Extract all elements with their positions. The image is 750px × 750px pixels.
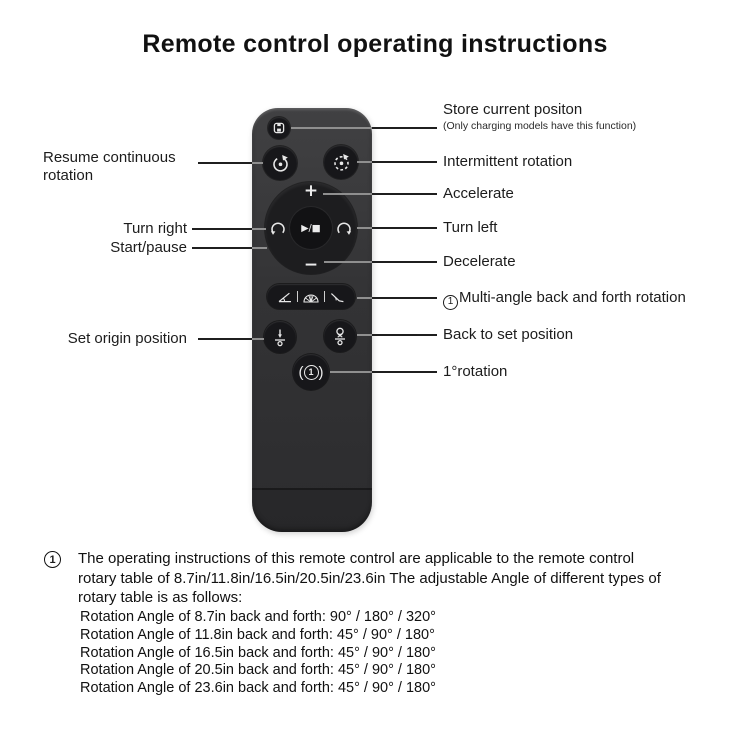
leader-line (324, 261, 372, 263)
leader-line (357, 227, 372, 229)
leader-line (372, 161, 437, 163)
leader-line (252, 247, 267, 249)
leader-line (252, 162, 263, 164)
leader-line (372, 127, 437, 129)
turn-right-button (269, 219, 287, 237)
remote-control (252, 108, 372, 532)
start-pause-button (290, 207, 332, 249)
store-position-button (268, 117, 290, 139)
label-store-note: (Only charging models have this function) (443, 120, 637, 132)
circled-one-icon: 1 (443, 295, 458, 310)
footnote-intro: The operating instructions of this remote control are applicable to the remote control rotary table of 8.7in/11.8in/16.5in/20.5in/23.6in The adjustable Angle of different types of rotary table is as follows: (78, 550, 661, 606)
rotation-angle-row: Rotation Angle of 8.7in back and forth: 90° / 180° / 320° (80, 609, 436, 625)
play-stop-icon: ▶/■ (301, 222, 321, 234)
rotation-angle-row: Rotation Angle of 11.8in back and forth: 45° / 90° / 180° (80, 626, 435, 643)
rotate-dashed-icon (331, 152, 352, 173)
recline-icon (329, 290, 345, 304)
set-origin-button (264, 321, 296, 353)
resume-rotation-button (263, 146, 297, 180)
divider (324, 291, 325, 302)
paren-open: ( (298, 363, 304, 381)
back-to-set-button (324, 320, 356, 352)
leader-line (330, 371, 372, 373)
leader-line (357, 297, 372, 299)
loop-pin-icon (332, 327, 348, 346)
leader-line (372, 227, 437, 229)
label-accelerate: Accelerate (443, 185, 514, 202)
decelerate-button: − (303, 255, 319, 275)
divider (297, 291, 298, 302)
label-turn-right: Turn right (123, 220, 187, 237)
leader-line (372, 371, 437, 373)
multi-angle-button (267, 284, 355, 309)
leader-line (372, 193, 437, 195)
intermittent-rotation-button (324, 145, 358, 179)
leader-line (372, 297, 437, 299)
rotation-angle-row: Rotation Angle of 20.5in back and forth: 45° / 90° / 180° (80, 662, 436, 679)
rotate-solid-icon (270, 153, 291, 174)
label-back-to-set-position: Back to set position (443, 326, 574, 343)
leader-line (357, 334, 372, 336)
remote-bottom-panel (252, 488, 372, 532)
angle-icon (277, 290, 293, 304)
origin-pin-icon (272, 328, 288, 347)
leader-line (192, 228, 252, 230)
save-icon (273, 122, 285, 134)
accelerate-button: + (303, 181, 319, 201)
label-set-origin-position: Set origin position (67, 330, 187, 347)
leader-line (192, 247, 252, 249)
label-start-pause: Start/pause (110, 239, 187, 256)
label-intermittent-rotation: Intermittent rotation (443, 153, 573, 170)
rotation-angle-row: Rotation Angle of 23.6in back and forth: 45° / 90° / 180° (80, 680, 436, 697)
leader-line (372, 334, 437, 336)
leader-line (291, 127, 372, 129)
leader-line (198, 338, 252, 340)
label-multi-angle-text: Multi-angle back and forth rotation (459, 289, 686, 306)
label-resume-continuous-rotation: Resume continuous rotation (43, 149, 176, 184)
circled-one-icon: 1 (304, 365, 319, 380)
page-title: Remote control operating instructions (142, 30, 608, 58)
leader-line (357, 161, 372, 163)
label-one-degree-rotation: 1°rotation (443, 363, 508, 380)
leader-line (198, 162, 252, 164)
rotation-angle-row: Rotation Angle of 16.5in back and forth: 45° / 90° / 180° (80, 644, 436, 661)
label-store-current-position: Store current positon (443, 101, 583, 118)
paren-close: ) (318, 363, 324, 381)
rotation-angle-list (80, 609, 436, 698)
leader-line (252, 338, 264, 340)
leader-line (323, 193, 372, 195)
fan-icon (302, 290, 320, 304)
label-multi-angle-rotation (443, 289, 686, 310)
leader-line (372, 261, 437, 263)
one-degree-rotation-button (293, 354, 329, 390)
leader-line (252, 228, 266, 230)
label-decelerate: Decelerate (443, 253, 516, 270)
turn-left-button (335, 219, 353, 237)
circled-one-icon: 1 (44, 551, 61, 568)
label-turn-left: Turn left (443, 219, 498, 236)
